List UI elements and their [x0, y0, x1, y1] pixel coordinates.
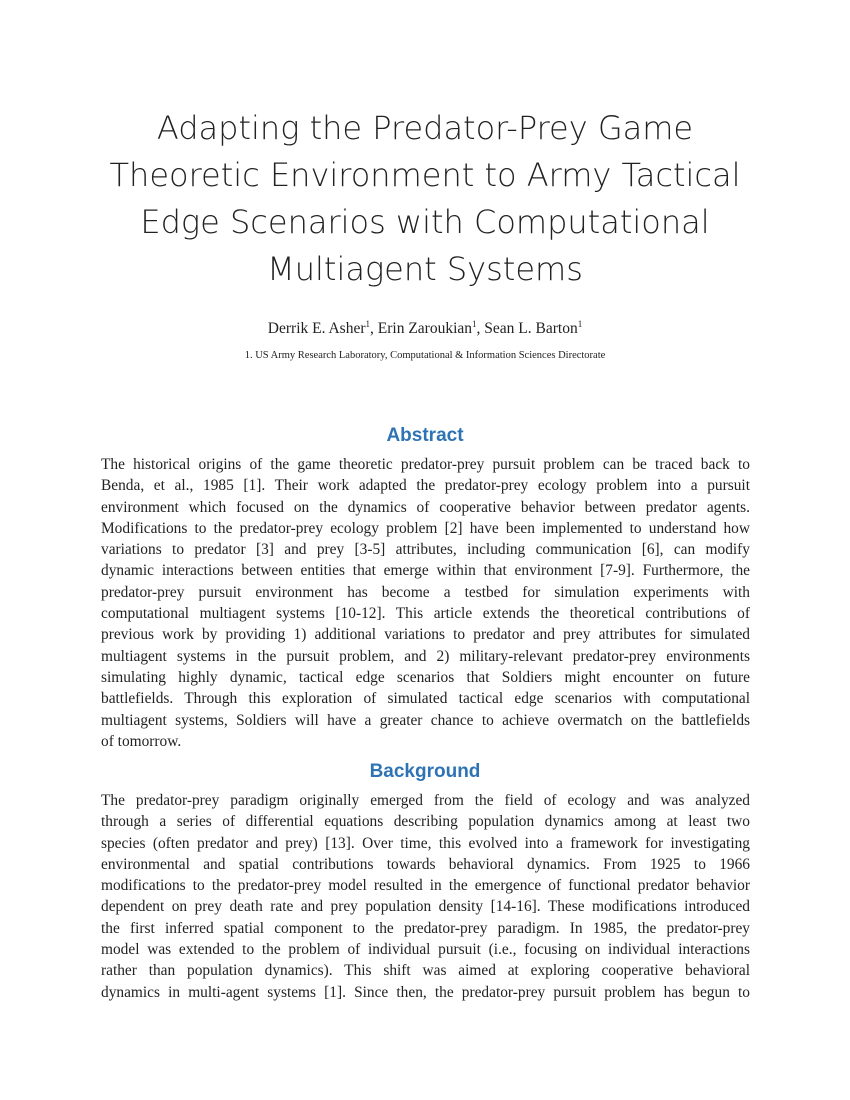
author-name: Sean L. Barton	[484, 320, 578, 337]
text-line: The predator-prey paradigm originally emerged from the field of ecology and was analyzed	[101, 792, 750, 809]
author-affiliation-mark: 1	[577, 318, 583, 329]
author-list: Derrik E. Asher$^1$, Erin Zaroukian$^1$, Sean L. Barton$^1$	[267, 318, 583, 337]
title-line: Multiagent Systems	[267, 250, 583, 288]
paper-title	[80, 105, 770, 293]
text-line: computational multiagent systems [10-12]. This article extends the theoretical contributions of	[101, 605, 750, 623]
text-line: Modifications to the predator-prey ecology problem [2] have been implemented to understand how	[101, 519, 750, 537]
text-line: environmental and spatial contributions towards behavioral dynamics. From 1925 to 1966	[101, 855, 750, 873]
text-line: environment which focused on the dynamics of cooperative behavior between predator agents.	[101, 498, 750, 516]
text-line: predator-prey pursuit environment has become a testbed for simulation experiments with	[101, 583, 750, 601]
text-line: variations to predator [3] and prey [3-5] attributes, including communication [6], can modify	[101, 541, 750, 559]
text-line: the first inferred spatial component to the predator-prey paradigm. In 1985, the predator-prey	[101, 919, 750, 937]
text-line: rather than population dynamics). This shift was aimed at exploring cooperative behavioral	[101, 962, 750, 980]
text-line: model was extended to the problem of individual pursuit (i.e., focusing on individual interactions	[101, 941, 750, 959]
text-line: dependent on prey death rate and prey population density [14-16]. These modifications introduced	[101, 898, 750, 916]
text-line: previous work by providing 1) additional variations to predator and prey attributes for simulated	[101, 626, 750, 644]
background-heading: Background	[369, 761, 481, 782]
author-name: Erin Zaroukian	[377, 320, 473, 337]
text-line: species (often predator and prey) [13]. Over time, this evolved into a framework for investigating	[101, 834, 750, 852]
title-line: Theoretic Environment to Army Tactical	[109, 156, 741, 194]
text-line: dynamic interactions between entities that emerge within that environment [7-9]. Furthermore, the	[101, 562, 750, 580]
abstract-heading: Abstract	[386, 425, 464, 446]
title-line: Edge Scenarios with Computational	[140, 203, 710, 241]
background-paragraph	[101, 790, 750, 1003]
text-line: modifications to the predator-prey model resulted in the emergence of functional predator behavior	[101, 877, 750, 895]
text-line: simulating highly dynamic, tactical edge scenarios that Soldiers might encounter on future	[101, 668, 750, 686]
abstract-paragraph	[101, 454, 750, 752]
author-affiliation-mark: 1	[472, 318, 477, 329]
text-line: of tomorrow.	[101, 732, 182, 750]
text-line: dynamics in multi-agent systems [1]. Since then, the predator-prey pursuit problem has begun to	[101, 983, 750, 1001]
author-affiliation: 1. US Army Research Laboratory, Computational & Information Sciences Directorate	[244, 350, 606, 361]
title-line: Adapting the Predator-Prey Game	[156, 109, 694, 147]
text-line: multiagent systems in the pursuit problem, and 2) military-relevant predator-prey environments	[101, 647, 750, 665]
text-line: battlefields. Through this exploration of simulated tactical edge scenarios with computational	[101, 690, 750, 708]
author-affiliation-mark: 1	[365, 318, 371, 329]
text-line: through a series of differential equations describing population dynamics among at least two	[101, 813, 750, 831]
text-line: The historical origins of the game theoretic predator-prey pursuit problem can be traced back to	[101, 456, 750, 473]
author-name: Derrik E. Asher	[267, 320, 366, 337]
text-line: Benda, et al., 1985 [1]. Their work adapted the predator-prey ecology problem into a pursuit	[101, 477, 750, 495]
text-line: multiagent systems, Soldiers will have a greater chance to achieve overmatch on the battlefields	[101, 711, 750, 729]
